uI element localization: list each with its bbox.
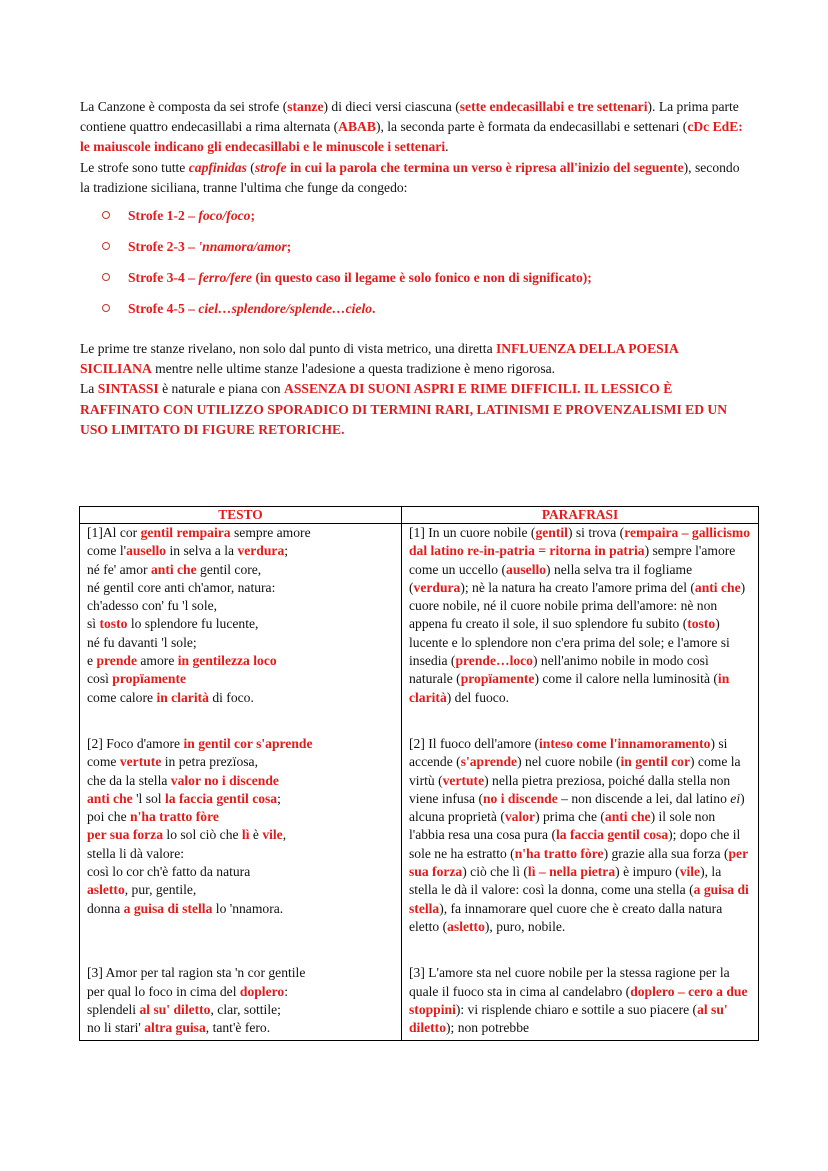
testo-cell: [2] Foco d'amore in gentil cor s'aprende come vertute in petra prezïosa, che da la stella valor no i discende anti che 'l sol la faccia gentil cosa; poi che n'ha tratto fòre per sua forza lo sol ciò che lì è vile, stella li dà valore: così lo cor ch'è fatto da natura asletto, pur, gentile, donna a guisa di stella lo 'nnamora. xyxy=(80,735,402,936)
circle-bullet-icon xyxy=(102,211,110,219)
circle-bullet-icon xyxy=(102,304,110,312)
testo-cell: [3] Amor per tal ragion sta 'n cor gentile per qual lo foco in cima del doplero: splendeli al su' diletto, clar, sottile; no li stari' altra guisa, tant'è fero. xyxy=(80,964,402,1041)
column-header-parafrasi: PARAFRASI xyxy=(402,507,759,524)
table-header-row xyxy=(80,507,759,524)
list-item: Strofe 3-4 – ferro/fere (in questo caso il legame è solo fonico e non di significato); xyxy=(102,268,752,299)
list-item: Strofe 4-5 – ciel…splendore/splende…cielo. xyxy=(102,299,752,330)
table-row xyxy=(80,524,759,707)
highlight-term: asletto xyxy=(447,918,485,934)
intro-paragraph-2: Le prime tre stanze rivelano, non solo dal punto di vista metrico, una diretta INFLUENZA DELLA POESIA SICILIANA mentre nelle ultime stanze l'adesione a questa tradizione è meno rigorosa. La SINTASSI è naturale e piana con ASSENZA DI SUONI ASPRI E RIME DIFFICILI. IL LESSICO È RAFFINATO CON UTILIZZO SPORADICO DI TERMINI RARI, LATINISMI E PROVENZALISMI ED UN USO LIMITATO DI FIGURE RETORICHE. xyxy=(80,341,728,437)
intro-section xyxy=(80,97,752,440)
testo-cell: [1]Al cor gentil rempaira sempre amore come l'ausello in selva a la verdura; né fe' amor anti che gentil core, né gentil core anti ch'amor, natura: ch'adesso con' fu 'l sole, sì tosto lo splendore fu lucente, né fu davanti 'l sole; e prende amore in gentilezza loco così propïamente come calore in clarità di foco. xyxy=(80,524,402,707)
parafrasi-cell: [3] L'amore sta nel cuore nobile per la stessa ragione per la quale il fuoco sta in cima al candelabro (doplero – cero a due stoppini): vi risplende chiaro e sottile a suo piacere (al su' diletto); non potrebbe xyxy=(402,964,759,1041)
table-row xyxy=(80,964,759,1041)
strofe-list xyxy=(80,206,752,330)
list-item: Strofe 2-3 – 'nnamora/amor; xyxy=(102,237,752,268)
table-row xyxy=(80,735,759,936)
parafrasi-cell: [2] Il fuoco dell'amore (inteso come l'innamoramento) si accende (s'aprende) nel cuore nobile (in gentil cor) come la virtù (vertute) nella pietra preziosa, poiché dalla stella non viene infusa (no i discende – non discende a lei, dal latino ei) alcuna proprietà (valor) prima che (anti che) il sole non l'abbia resa una cosa pura (la faccia gentil cosa); dopo che il sole ne ha estratto (n'ha tratto fòre) grazie alla sua forza (per sua forza) ciò che lì (lì – nella pietra) è impuro (vile), la stella le dà il valore: così la donna, come una stella (a guisa di stella), fa innamorare quel cuore che è creato dalla natura eletto (asletto), puro, nobile. xyxy=(402,735,759,936)
circle-bullet-icon xyxy=(102,242,110,250)
column-header-testo: TESTO xyxy=(80,507,402,524)
circle-bullet-icon xyxy=(102,273,110,281)
intro-paragraph-1: La Canzone è composta da sei strofe (stanze) di dieci versi ciascuna (sette endecasillabi e tre settenari). La prima parte contiene quattro endecasillabi a rima alternata (ABAB), la seconda parte è formata da endecasillabi e settenari (cDc EdE: le maiuscole indicano gli endecasillabi e le minuscole i settenari. Le strofe sono tutte capfinidas (strofe in cui la parola che termina un verso è ripresa all'inizio del seguente), secondo la tradizione siciliana, tranne l'ultima che funge da congedo: xyxy=(80,99,743,195)
parafrasi-cell: [1] In un cuore nobile (gentil) si trova (rempaira – gallicismo dal latino re-in-patria = ritorna in patria) sempre l'amore come un uccello (ausello) nella selva tra il fogliame (verdura); nè la natura ha creato l'amore prima del (anti che) cuore nobile, né il cuore nobile prima dell'amore: nè non appena fu creato il sole, il suo splendore fu subito (tosto) lucente e lo splendore non c'era prima del sole; e l'amore si insedia (prende…loco) nell'animo nobile in modo così naturale (propïamente) come il calore nella luminosità (in clarità) del fuoco. xyxy=(402,524,759,707)
list-item: Strofe 1-2 – foco/foco; xyxy=(102,206,752,237)
poem-table xyxy=(79,506,759,1041)
